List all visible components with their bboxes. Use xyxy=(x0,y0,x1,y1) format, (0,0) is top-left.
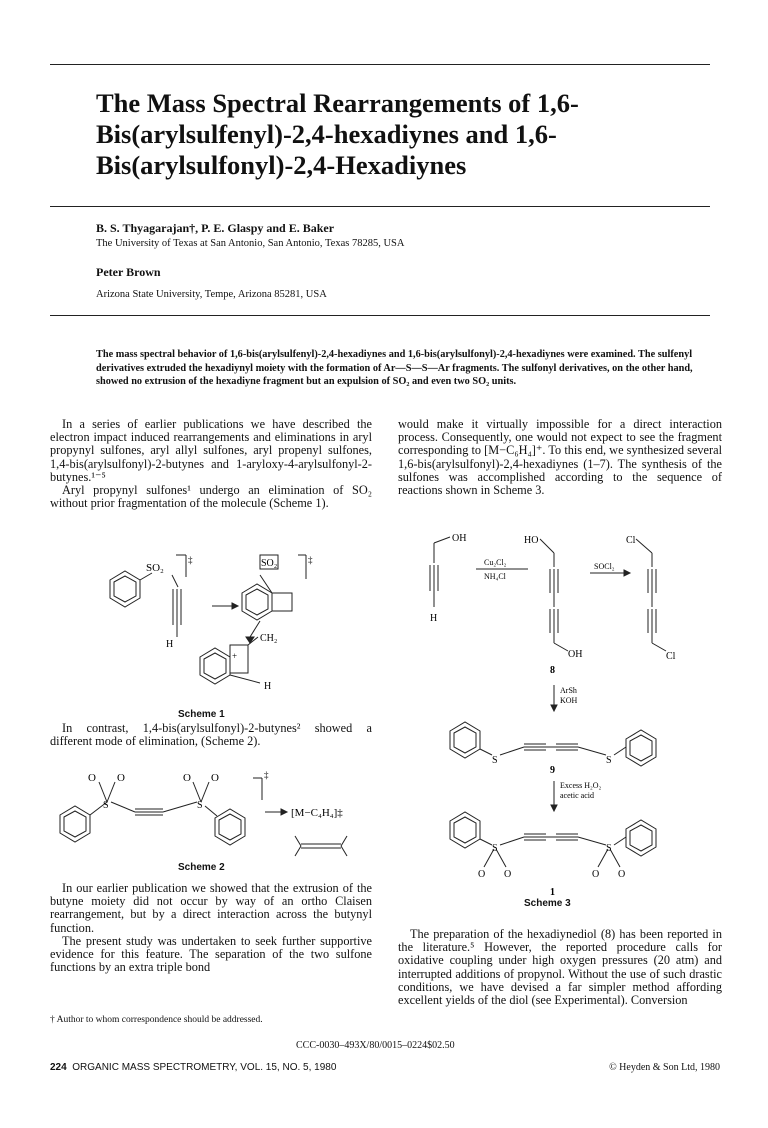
left-col-top xyxy=(50,418,372,510)
footer-copyright: © Heyden & Son Ltd, 1980 xyxy=(609,1062,720,1073)
right-col-bottom xyxy=(398,928,722,1007)
s2-dagger: ‡ xyxy=(264,770,269,780)
affiliation-1: The University of Texas at San Antonio, San Antonio, Texas 78285, USA xyxy=(96,238,405,249)
s3-reagent-1b: NH₄Cl xyxy=(484,572,506,581)
journal-name: ORGANIC MASS SPECTROMETRY, VOL. 15, NO. 5, 1980 xyxy=(72,1062,337,1073)
s3-o-1: O xyxy=(478,869,486,880)
authors-1: B. S. Thyagarajan†, P. E. Glaspy and E. Baker xyxy=(96,221,335,235)
s3-label-8: 8 xyxy=(550,665,555,676)
footer-journal xyxy=(50,1062,336,1073)
s1-h: H xyxy=(166,639,174,650)
s2-o-4: O xyxy=(211,772,219,784)
s1-ch2: CH₂ xyxy=(260,633,278,644)
s1-plus: + xyxy=(232,651,238,661)
s3-o-2: O xyxy=(504,869,512,880)
s3-label-9: 9 xyxy=(550,765,555,776)
s3-s-3: S xyxy=(492,843,498,854)
abstract: The mass spectral behavior of 1,6-bis(arylsulfenyl)-2,4-hexadiynes and 1,6-bis(arylsulfonyl)-2,4-hexadiynes were examined. The sulfenyl derivatives extruded the hexadiynyl moiety with the formation of Ar—S—S—Ar fragments. The sulfonyl derivatives, on the other hand, showed no extrusion of the hexadiyne fragment but an expulsion of SO₂ and even two SO₂ units. xyxy=(96,349,693,387)
affiliation-2: Arizona State University, Tempe, Arizona 85281, USA xyxy=(96,289,327,300)
s1-h-2: H xyxy=(264,681,272,692)
paragraph: Aryl propynyl sulfones¹ undergo an elimination of SO₂ without prior fragmentation of the molecule (Scheme 1). xyxy=(50,483,372,511)
footnote: † Author to whom correspondence should be addressed. xyxy=(50,1015,263,1025)
article-title: The Mass Spectral Rearrangements of 1,6-Bis(arylsulfenyl)-2,4-hexadiynes and 1,6-Bis(arylsulfonyl)-2,4-Hexadiynes xyxy=(96,88,579,180)
paragraph: would make it virtually impossible for a direct interaction process. Consequently, one would not expect to see the fragment corresponding to [M−C₆H₄]⁺. To this end, we synthesized several 1,6-bis(arylsulfonyl)-2,4-hexadiynes (1–7). The synthesis of the sulfones was accomplished according to the sequence of reactions shown in Scheme 3. xyxy=(398,417,722,498)
s3-reagent-3a: ArSh xyxy=(560,686,577,695)
s3-ho: HO xyxy=(524,535,539,546)
s3-cl: Cl xyxy=(626,535,636,546)
s2-o-3: O xyxy=(183,772,191,784)
page-number: 224 xyxy=(50,1062,67,1073)
s2-s-1: S xyxy=(103,800,109,811)
scheme-2-structure xyxy=(55,770,365,865)
s2-fragment: [M−C₄H₄]‡ xyxy=(291,807,343,819)
title-rule xyxy=(50,206,710,207)
s1-dagger-2: ‡ xyxy=(308,555,313,565)
top-rule xyxy=(50,64,710,65)
s3-s-2: S xyxy=(606,755,612,766)
scheme-1-caption: Scheme 1 xyxy=(178,709,225,720)
paragraph: The preparation of the hexadiynediol (8) has been reported in the literature.⁵ However, the reported procedure calls for oxidative coupling under high oxygen pressures (20 atm) and interrupted additions of propynol. Without the use of such drastic conditions, we have devised a far simpler method affording excellent yields of the diol (see Experimental). Conversion xyxy=(398,927,722,1008)
ccc-code: CCC-0030–493X/80/0015–0224$02.50 xyxy=(296,1040,455,1051)
scheme-2-caption: Scheme 2 xyxy=(178,862,225,873)
s2-o-2: O xyxy=(117,772,125,784)
s3-o-4: O xyxy=(618,869,626,880)
s2-s-2: S xyxy=(197,800,203,811)
s3-reagent-1a: Cu₂Cl₂ xyxy=(484,558,507,567)
s3-cl-2: Cl xyxy=(666,651,676,662)
paragraph: In contrast, 1,4-bis(arylsulfonyl)-2-butynes² showed a different mode of elimination, (Scheme 2). xyxy=(50,721,372,749)
left-col-mid xyxy=(50,722,372,748)
s3-oh-2: OH xyxy=(568,649,583,660)
paragraph: In our earlier publication we showed that the extrusion of the butyne moiety did not occur by way of an ortho Claisen rearrangement, but by a direct interaction across the butynyl function. xyxy=(50,881,372,935)
s2-o-1: O xyxy=(88,772,96,784)
s3-reagent-3b: KOH xyxy=(560,696,578,705)
right-col-top xyxy=(398,418,722,497)
s3-s-1: S xyxy=(492,755,498,766)
paragraph: The present study was undertaken to seek further supportive evidence for this feature. The separation of the two sulfone functions by an extra triple bond xyxy=(50,933,372,975)
authors-2: Peter Brown xyxy=(96,265,161,279)
left-col-bottom xyxy=(50,882,372,974)
s3-o-3: O xyxy=(592,869,600,880)
s3-oh: OH xyxy=(452,533,467,544)
s1-so2: SO₂ xyxy=(146,562,164,574)
s3-h: H xyxy=(430,613,438,624)
scheme-1-structure xyxy=(80,545,380,700)
s3-reagent-4a: Excess H₂O₂ xyxy=(560,781,602,790)
scheme-3-caption: Scheme 3 xyxy=(524,898,571,909)
s1-so2-box: SO₂ xyxy=(261,558,278,569)
s3-reagent-4b: acetic acid xyxy=(560,791,594,800)
s3-reagent-2: SOCl₂ xyxy=(594,562,615,571)
s3-label-1: 1 xyxy=(550,887,555,898)
author-rule xyxy=(50,315,710,316)
s1-dagger: ‡ xyxy=(188,555,193,565)
scheme-3-structure xyxy=(400,533,720,905)
paragraph: In a series of earlier publications we have described the electron impact induced rearrangements and eliminations in aryl propynyl sulfones, aryl allyl sulfones, aryl propenyl sulfones, 1,4-bis(arylsulfonyl)-2-butynes and 1-aryloxy-4-arylsulfonyl-2-butynes.¹⁻⁵ xyxy=(50,417,372,484)
s3-s-4: S xyxy=(606,843,612,854)
